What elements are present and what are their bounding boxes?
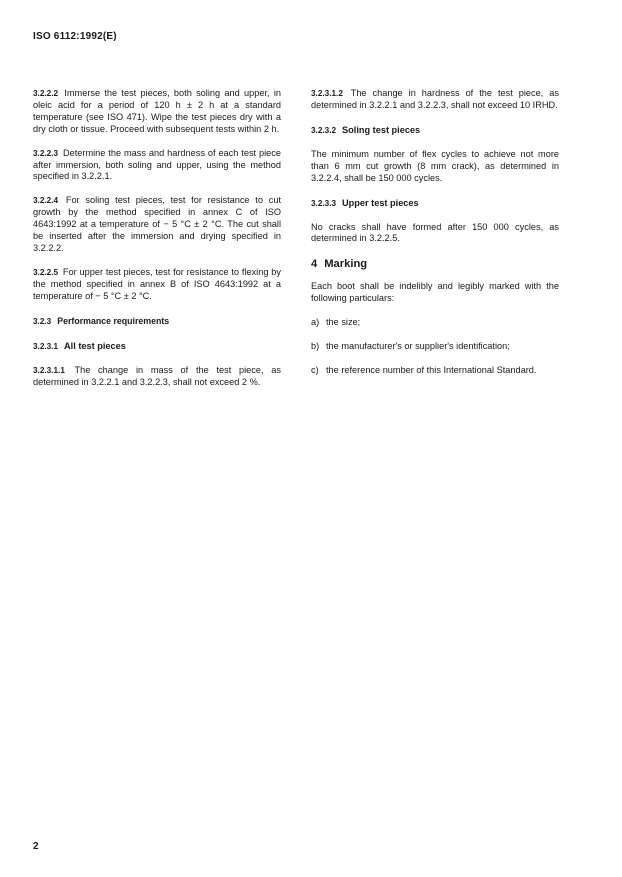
heading-number: 4	[311, 258, 318, 271]
clause-text: For upper test pieces, test for resistance to flexing by the method specified in annex B of ISO 4643:1992 at a temperature of − 5 °C ± 2 °C.	[33, 266, 281, 301]
heading-number: 3.2.3.3	[311, 198, 337, 208]
list-text: the reference number of this International Standard.	[326, 364, 537, 375]
clause-number: 3.2.2.3	[33, 148, 59, 158]
heading-title: Soling test pieces	[342, 124, 421, 135]
clause-text: The change in mass of the test piece, as determined in 3.2.2.1 and 3.2.2.3, shall not exceed 2 %.	[33, 364, 281, 387]
heading-3-2-3-2	[311, 124, 559, 137]
clause-number: 3.2.2.5	[33, 267, 59, 277]
clause-text: Determine the mass and hardness of each test piece after immersion, both soling and upper, using the method specified in 3.2.2.1.	[33, 147, 281, 182]
heading-3-2-3	[33, 315, 281, 328]
clause-3-2-2-2	[33, 88, 281, 136]
list-item	[311, 365, 559, 377]
heading-number: 3.2.3	[33, 316, 52, 326]
clause-3-2-2-4	[33, 195, 281, 255]
list-item	[311, 317, 559, 329]
list-item	[311, 341, 559, 353]
heading-title: Upper test pieces	[342, 197, 419, 208]
list-text: the manufacturer's or supplier's identification;	[326, 341, 510, 352]
heading-4-marking	[311, 257, 559, 271]
clause-text: Immerse the test pieces, both soling and upper, in oleic acid for a period of 120 h ± 2 h at a standard temperature (see ISO 471). Wipe the test pieces dry with a dry cloth or tissue. Proceed with subsequent tests within 2 h.	[33, 88, 281, 134]
heading-3-2-3-1	[33, 340, 281, 353]
soling-requirement: The minimum number of flex cycles to achieve not more than 6 mm cut growth (8 mm crack), as determined in 3.2.2.4, shall be 150 000 cycles.	[311, 148, 559, 183]
upper-requirement: No cracks shall have formed after 150 000 cycles, as determined in 3.2.2.5.	[311, 221, 559, 244]
heading-title: All test pieces	[64, 340, 126, 351]
heading-title: Marking	[324, 258, 368, 271]
list-text: the size;	[326, 317, 361, 328]
list-marker: a)	[311, 317, 320, 328]
list-marker: b)	[311, 341, 320, 352]
heading-number: 3.2.3.1	[33, 341, 59, 351]
clause-text: For soling test pieces, test for resistance to cut growth by the method specified in annex C of ISO 4643:1992 at a temperature of − 5 °C ± 2 °C. The cut shall be inserted after the immersion and drying specified in 3.2.2.2.	[33, 195, 281, 253]
heading-number: 3.2.3.2	[311, 125, 337, 135]
clause-3-2-3-1-2	[311, 88, 559, 112]
right-column	[311, 88, 559, 389]
heading-title: Performance requirements	[57, 315, 170, 326]
clause-number: 3.2.3.1.2	[311, 89, 343, 98]
list-marker: c)	[311, 364, 319, 375]
clause-text: The change in hardness of the test piece, as determined in 3.2.2.1 and 3.2.2.3, shall not exceed 10 IRHD.	[311, 88, 559, 110]
clause-3-2-3-1-1	[33, 365, 281, 389]
clause-3-2-2-3	[33, 148, 281, 184]
clause-number: 3.2.2.4	[33, 196, 59, 206]
marking-intro: Each boot shall be indelibly and legibly marked with the following particulars:	[311, 281, 559, 304]
left-column	[33, 88, 281, 400]
clause-number: 3.2.2.2	[33, 89, 59, 98]
page-number: 2	[33, 841, 39, 852]
heading-3-2-3-3	[311, 197, 559, 210]
document-header: ISO 6112:1992(E)	[33, 31, 117, 42]
clause-3-2-2-5	[33, 267, 281, 303]
clause-number: 3.2.3.1.1	[33, 365, 65, 375]
